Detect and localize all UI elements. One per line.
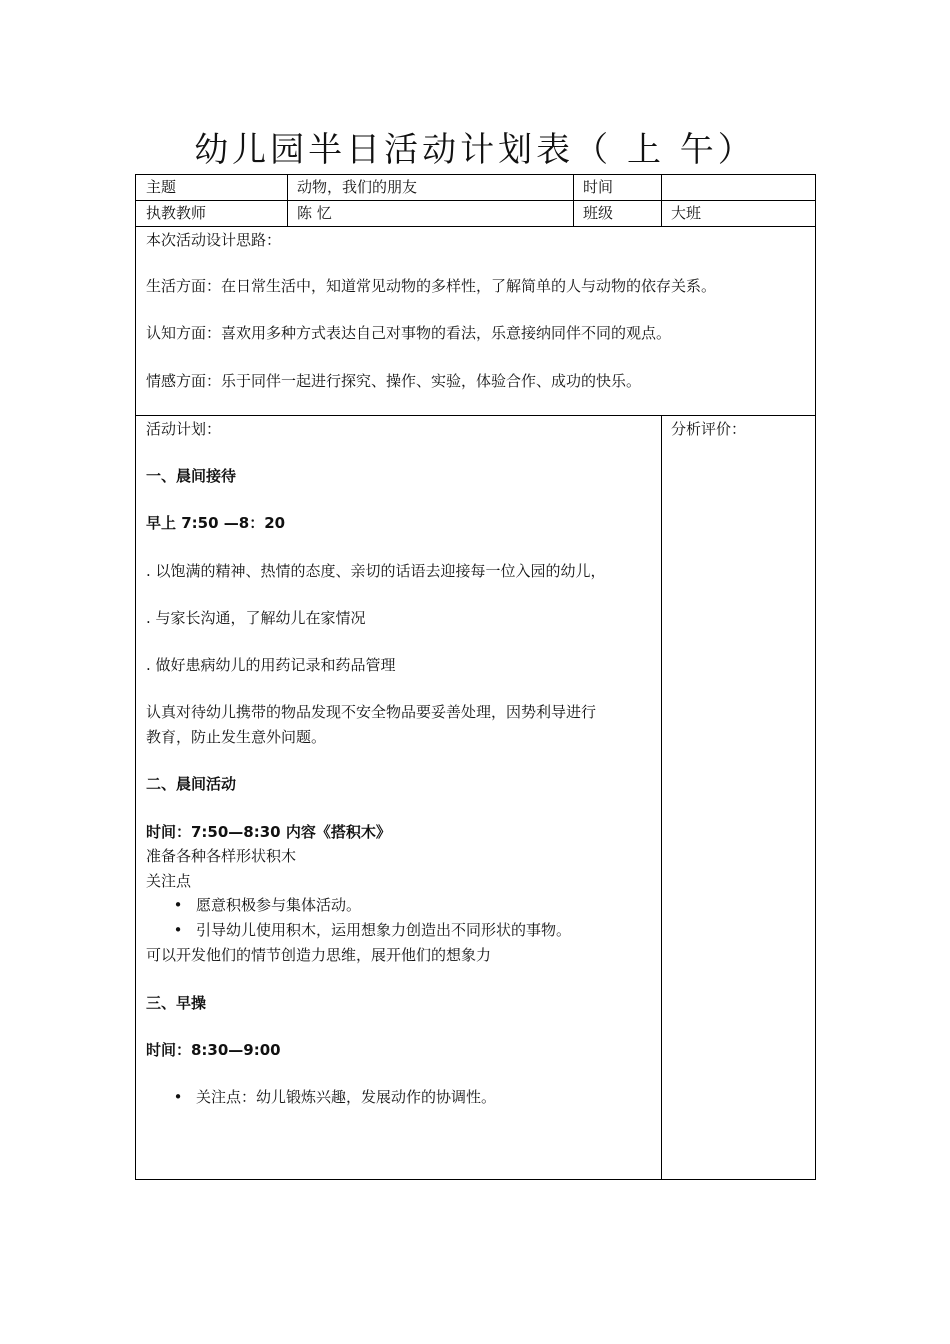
design-emotion: 情感方面：乐于同伴一起进行探究、操作、实验，体验合作、成功的快乐。	[146, 372, 642, 390]
teacher-label: 执教教师	[146, 204, 207, 222]
time-label: 时间	[583, 178, 614, 196]
focus-label: 关注点	[146, 872, 192, 890]
bullet-dot-icon: •	[173, 921, 183, 939]
list-item: . 与家长沟通，了解幼儿在家情况	[146, 609, 366, 627]
row-divider	[136, 200, 815, 201]
bullet-text: 关注点：幼儿锻炼兴趣，发展动作的协调性。	[196, 1088, 497, 1106]
design-heading: 本次活动设计思路：	[146, 231, 282, 249]
section-title: 三、早操	[146, 994, 207, 1012]
bullet-text: 愿意积极参与集体活动。	[196, 896, 362, 914]
section-title: 二、晨间活动	[146, 775, 237, 793]
design-cognition: 认知方面：喜欢用多种方式表达自己对事物的看法，乐意接纳同伴不同的观点。	[146, 324, 672, 342]
bullet-item	[164, 894, 361, 916]
plan-heading: 活动计划：	[146, 420, 222, 438]
plan-table	[135, 174, 816, 1180]
topic-label: 主题	[146, 178, 177, 196]
class-label: 班级	[583, 204, 614, 222]
section-prep: 准备各种各样形状积木	[146, 847, 297, 865]
evaluation-heading: 分析评价：	[671, 420, 747, 438]
column-divider	[661, 175, 662, 226]
bullet-item	[164, 919, 571, 941]
design-life: 生活方面：在日常生活中，知道常见动物的多样性，了解简单的人与动物的依存关系。	[146, 277, 717, 295]
column-divider	[573, 175, 574, 226]
bullet-dot-icon: •	[173, 1088, 183, 1106]
page-title: 幼儿园半日活动计划表（ 上 午）	[194, 130, 756, 170]
bullet-text: 引导幼儿使用积木，运用想象力创造出不同形状的事物。	[196, 921, 572, 939]
section-extra: 可以开发他们的情节创造力思维，展开他们的想象力	[146, 946, 492, 964]
column-divider	[287, 175, 288, 226]
section-time: 时间：7:50—8:30 内容《搭积木》	[146, 823, 391, 841]
list-item: . 做好患病幼儿的用药记录和药品管理	[146, 656, 396, 674]
class-value: 大班	[671, 204, 702, 222]
bullet-item	[164, 1086, 496, 1108]
teacher-value: 陈 忆	[297, 204, 332, 222]
section-title: 一、晨间接待	[146, 467, 237, 485]
section-note-line: 认真对待幼儿携带的物品发现不安全物品要妥善处理，因势利导进行	[146, 703, 597, 721]
section-time: 时间：8:30—9:00	[146, 1041, 281, 1059]
row-divider	[136, 226, 815, 227]
section-note-line: 教育，防止发生意外问题。	[146, 728, 327, 746]
row-divider	[136, 415, 815, 416]
topic-value: 动物，我们的朋友	[297, 178, 418, 196]
column-divider	[661, 415, 662, 1179]
bullet-dot-icon: •	[173, 896, 183, 914]
section-time: 早上 7:50 —8：20	[146, 514, 286, 532]
list-item: . 以饱满的精神、热情的态度、亲切的话语去迎接每一位入园的幼儿，	[146, 562, 606, 580]
